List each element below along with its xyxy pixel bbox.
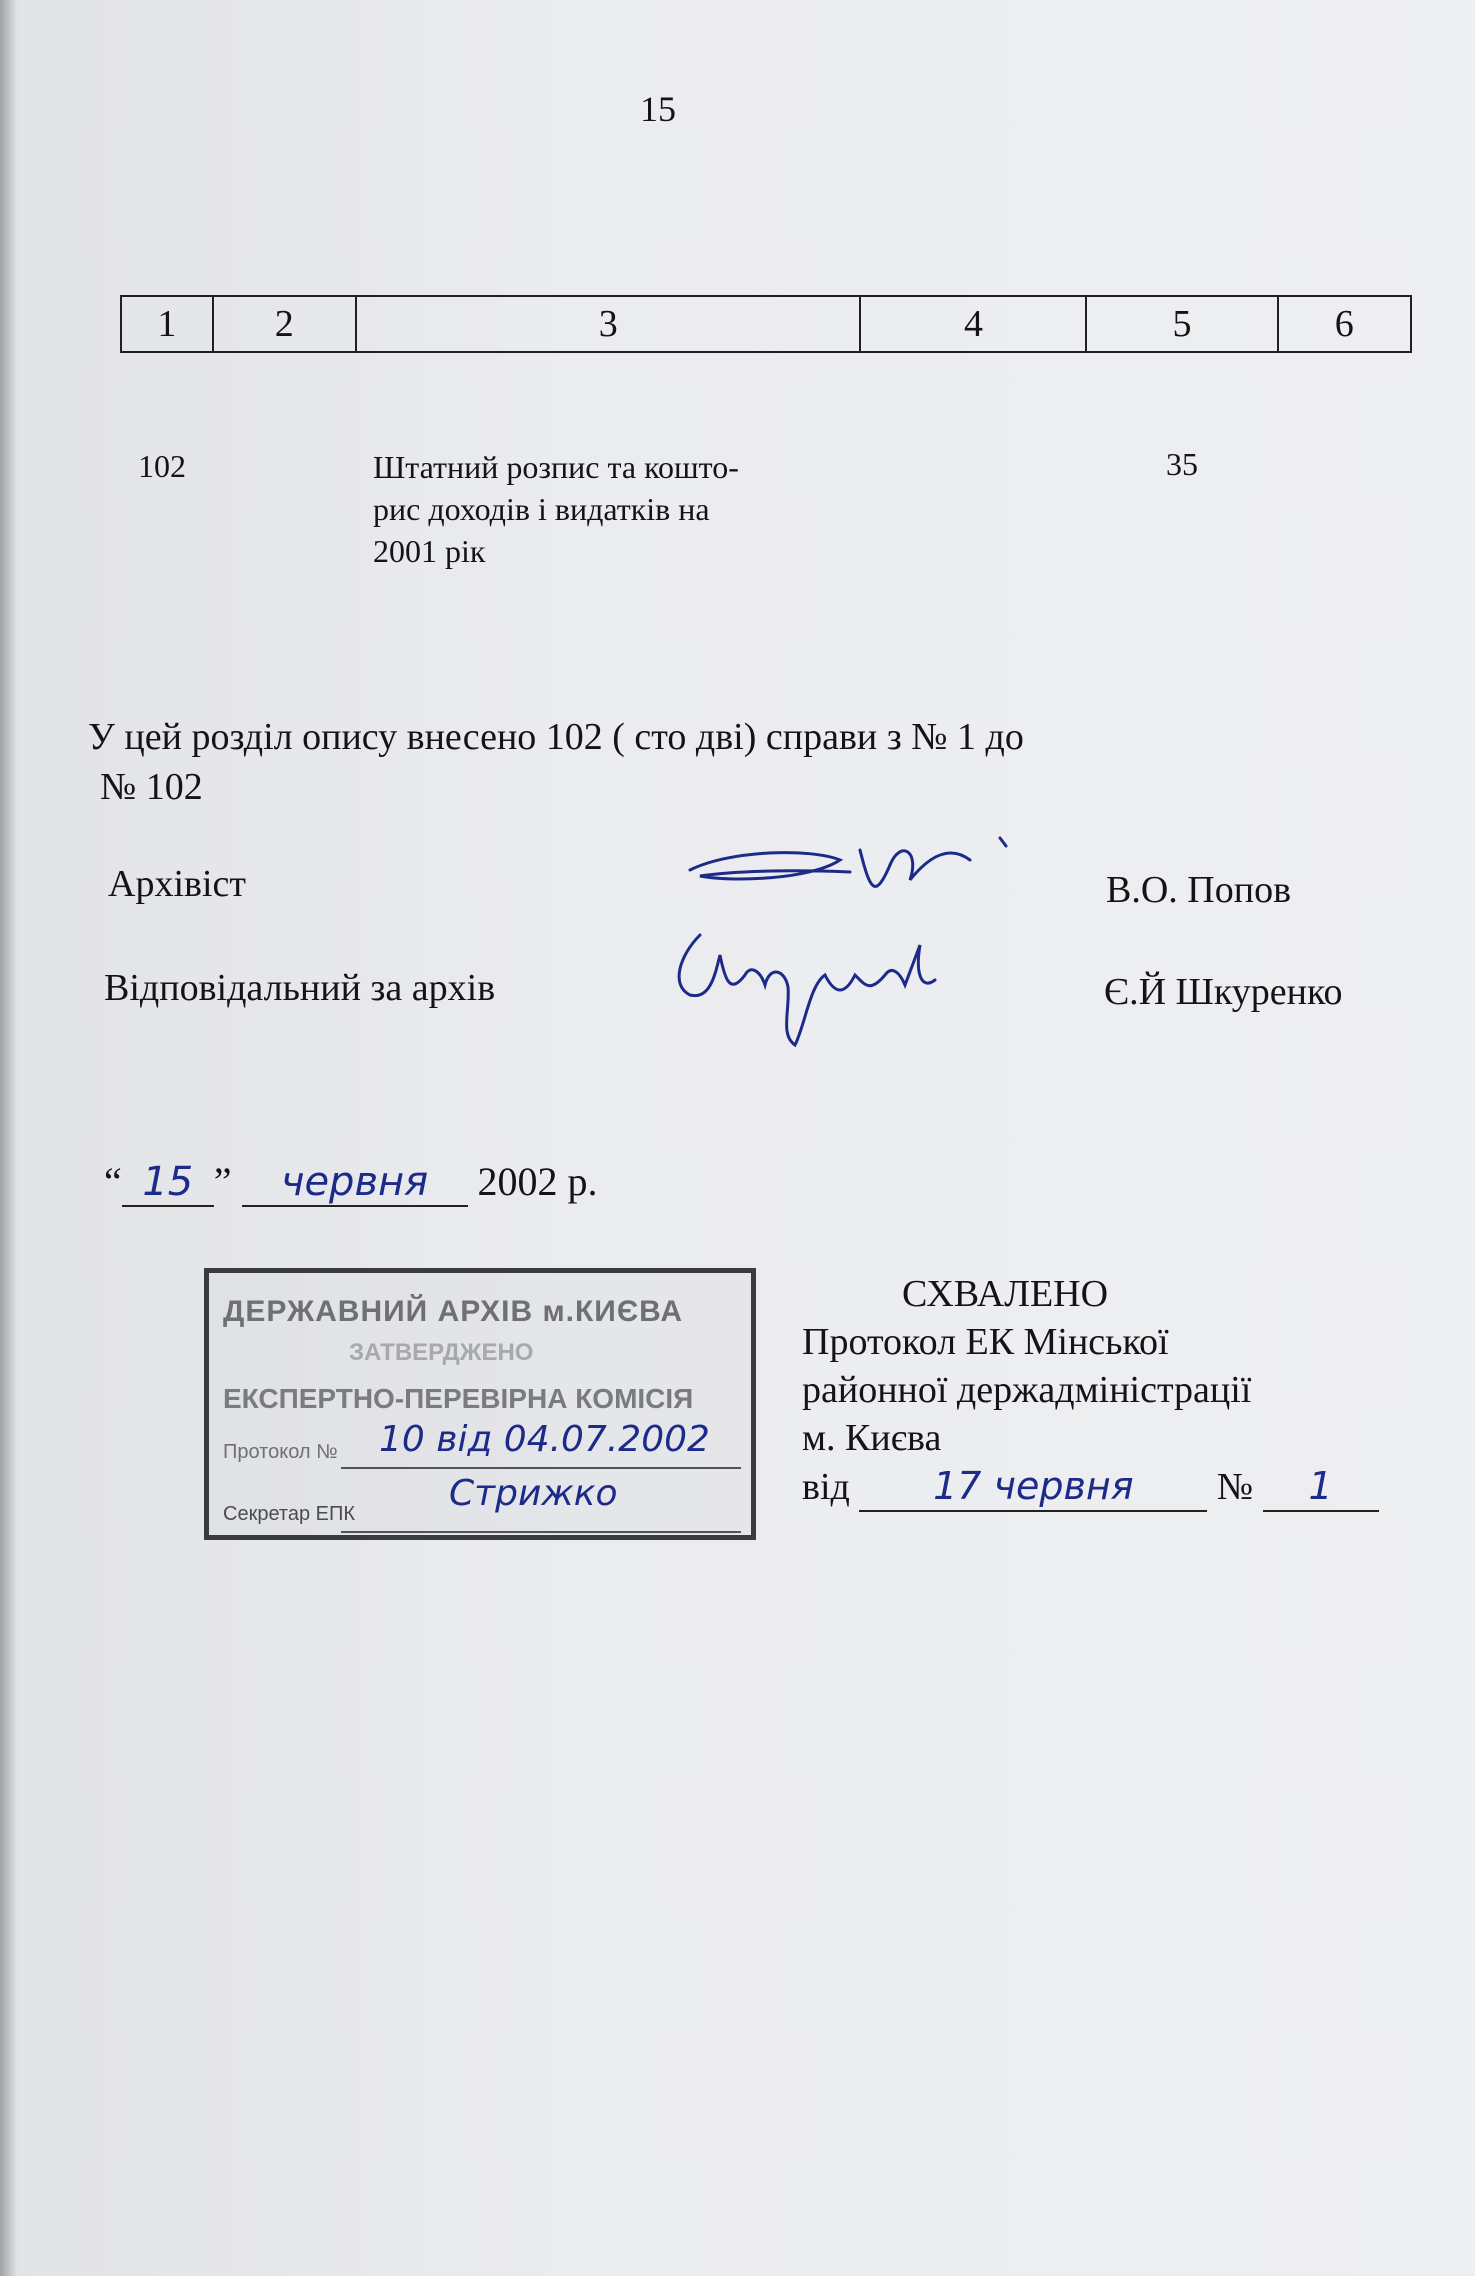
header-cell-4: 4 — [860, 296, 1086, 352]
date-month: червня — [242, 1159, 468, 1207]
document-date — [104, 1158, 598, 1207]
header-cell-6: 6 — [1278, 296, 1411, 352]
case-number: 102 — [138, 448, 186, 484]
page-edge-shadow — [0, 0, 18, 2276]
approval-number: 1 — [1263, 1462, 1379, 1512]
stamp-secretary-handwriting: Стрижко — [449, 1473, 618, 1514]
summary-line: № 102 — [100, 766, 203, 808]
approval-date: 17 червня — [859, 1462, 1207, 1512]
close-quote: ” — [213, 1159, 232, 1204]
summary-line: У цей розділ опису внесено 102 ( сто дві) справи з № 1 до — [88, 716, 1024, 758]
header-cell-1: 1 — [121, 296, 213, 352]
case-title-line: Штатний розпис та кошто- — [373, 449, 739, 485]
case-sheet-count: 35 — [1166, 446, 1198, 482]
approval-line: районної держадміністрації — [802, 1369, 1252, 1411]
date-day: 15 — [122, 1159, 214, 1207]
stamp-protocol-label: Протокол № — [223, 1441, 338, 1463]
stamp-line-2: ЗАТВЕРДЖЕНО — [349, 1339, 534, 1366]
stamp-secretary-label: Секретар ЕПК — [223, 1503, 356, 1525]
stamp-protocol-underline — [341, 1467, 741, 1469]
archivist-signature — [670, 810, 1040, 920]
case-title-line: рис доходів і видатків на — [373, 491, 710, 527]
approval-number-label: № — [1216, 1466, 1254, 1508]
archivist-name: В.О. Попов — [1106, 869, 1292, 911]
approval-block — [802, 1270, 1422, 1512]
approval-line: Протокол ЕК Мінської — [802, 1321, 1169, 1363]
stamp-secretary-underline — [341, 1531, 741, 1533]
case-title-line: 2001 рік — [373, 533, 486, 569]
date-year: 2002 р. — [477, 1159, 598, 1204]
header-cell-3: 3 — [356, 296, 861, 352]
approval-from-label: від — [802, 1466, 850, 1508]
page-number: 15 — [640, 89, 676, 129]
open-quote: “ — [104, 1159, 122, 1204]
case-title — [373, 446, 833, 572]
responsible-name: Є.Й Шкуренко — [1104, 971, 1343, 1013]
archive-stamp — [204, 1268, 756, 1540]
stamp-protocol-handwriting: 10 від 04.07.2002 — [379, 1419, 710, 1460]
approval-title: СХВАЛЕНО — [902, 1273, 1109, 1315]
approval-line: м. Києва — [802, 1417, 942, 1459]
stamp-line-1: ДЕРЖАВНИЙ АРХІВ м.КИЄВА — [223, 1295, 684, 1328]
inventory-table-header — [120, 295, 1412, 353]
header-cell-5: 5 — [1086, 296, 1277, 352]
responsible-label: Відповідальний за архів — [104, 967, 496, 1009]
section-summary — [88, 712, 1288, 812]
approval-protocol-line — [802, 1462, 1422, 1512]
stamp-line-3: ЕКСПЕРТНО-ПЕРЕВІРНА КОМІСІЯ — [223, 1383, 694, 1414]
responsible-signature — [660, 915, 1000, 1055]
archivist-label: Архівіст — [108, 863, 246, 905]
header-cell-2: 2 — [213, 296, 356, 352]
